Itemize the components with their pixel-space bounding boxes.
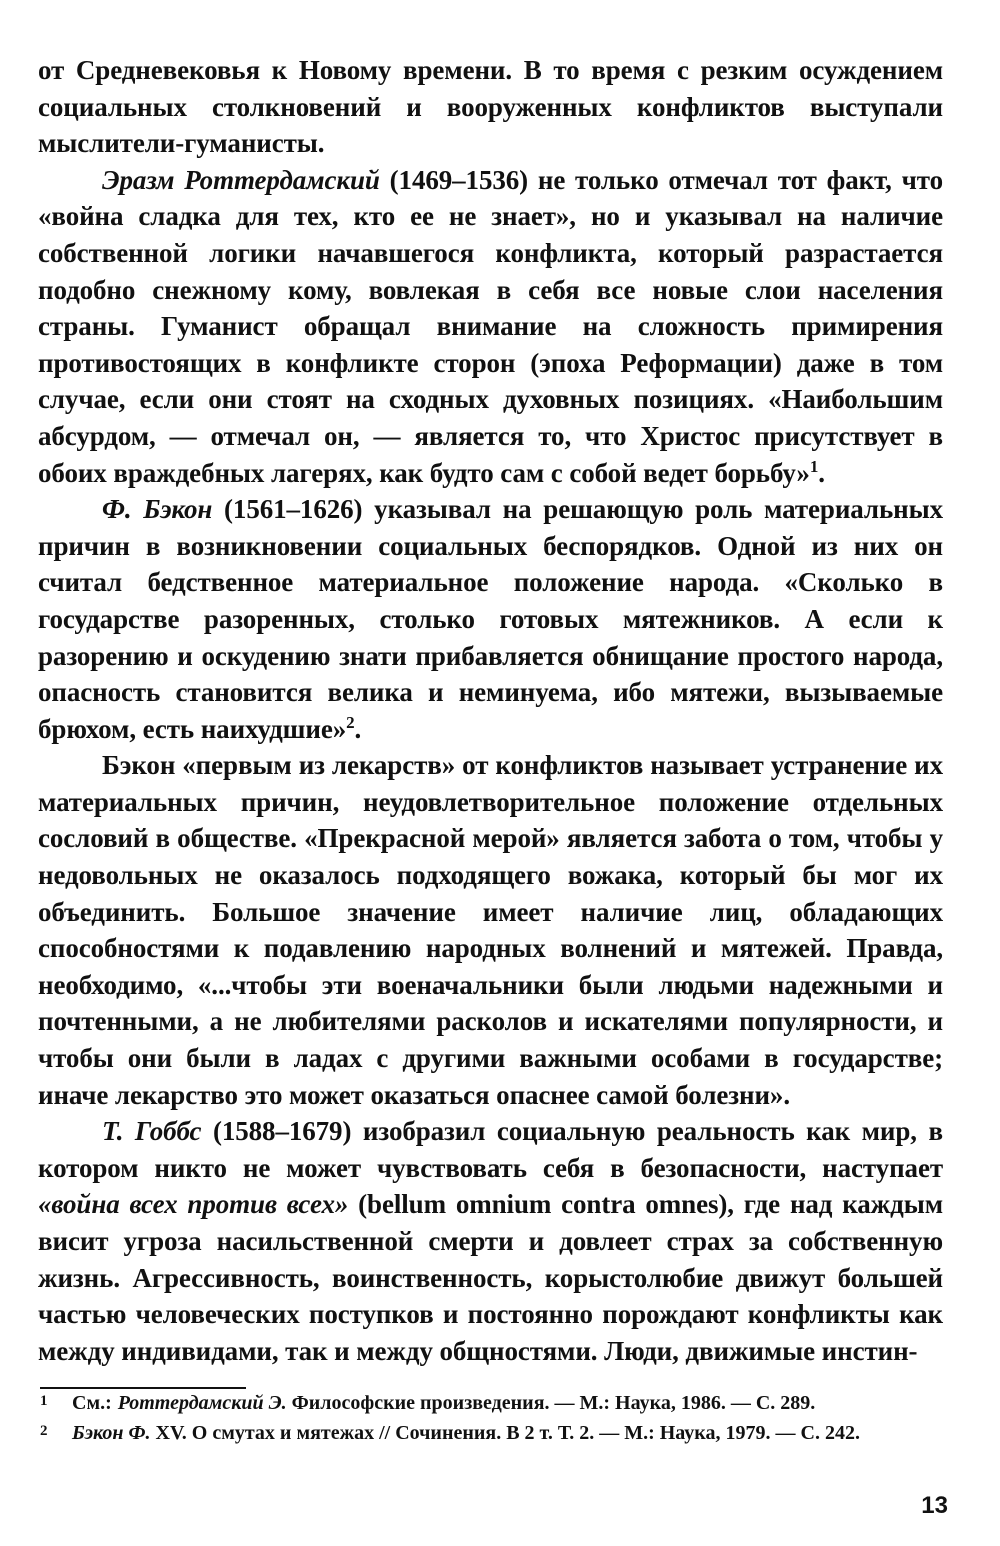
footnote-ref-2: 2 xyxy=(346,712,355,732)
footnote-2-number: 2 xyxy=(40,1423,48,1439)
paragraph-4-text: Бэкон «первым из лекарств» от конфликтов называет устранение их материальных причин, неудовлетворительное положение отдельных сословий в обществе. «Прекрасной мерой» является забота о том, чтобы у недовольных не оказалось подходящего вожака, который бы мог их объединить. Большое значение имеет наличие лиц, обладающих способностями к подавлению народных волнений и мятежей. Правда, необходимо, «...чтобы эти военачальники были людьми надежными и почтенными, а не любителями расколов и искателями популярности, и чтобы они были в ладах с другими важными особами в государстве; иначе лекарство это может оказаться опаснее самой болезни». xyxy=(38,750,943,1110)
paragraph-3-tail: . xyxy=(354,713,362,744)
paragraph-1-text: от Средневековья к Новому времени. В то время с резким осуждением социальных столкновений и вооруженных конфликтов выступали мыслители-гуманисты. xyxy=(38,55,943,159)
footnote-1-number: 1 xyxy=(40,1393,48,1409)
author-name-erasmus: Эразм Роттердамский xyxy=(102,164,380,195)
paragraph-4 xyxy=(38,747,943,1113)
footnote-1 xyxy=(40,1388,943,1418)
footnote-2-text: XV. О смутах и мятежах // Сочинения. В 2 т. Т. 2. — М.: Наука, 1979. — С. 242. xyxy=(150,1422,860,1444)
paragraph-2-text: (1469–1536) не только отмечал тот факт, что «война сладка для тех, кто ее не знает», но и указывал на наличие собственной логики начавшегося конфликта, который разрастается подобно снежному кому, вовлекая в себя все новые слои населения страны. Гуманист обращал внимание на сложность примирения противостоящих в конфликте сторон (эпоха Реформации) даже в том случае, если они стоят на сходных духовных позициях. «Наибольшим абсурдом, — отмечал он, — является то, что Христос присутствует в обоих враждебных лагерях, как будто сам с собой ведет борьбу» xyxy=(38,164,943,488)
war-of-all-phrase: «война всех против всех» xyxy=(38,1189,349,1220)
footnote-1-text: Философские произведения. — М.: Наука, 1986. — С. 289. xyxy=(286,1392,816,1414)
footnote-ref-1: 1 xyxy=(809,456,819,476)
author-name-hobbes: Т. Гоббс xyxy=(102,1116,202,1147)
paragraph-1 xyxy=(38,52,943,162)
paragraph-3 xyxy=(38,491,943,747)
paragraph-3-text: (1561–1626) указывал на решающую роль материальных причин в возникновении социальных беспорядков. Одной из них он считал бедственное материальное положение народа. «Сколько в государстве разоренных, столько готовых мятежников. А если к разорению и оскудению знати прибавляется обнищание простого народа, опасность становится велика и неминуема, ибо мятежи, вызываемые брюхом, есть наихудшие» xyxy=(38,494,943,744)
paragraph-5 xyxy=(38,1113,943,1369)
footnote-1-label: См.: xyxy=(72,1392,112,1414)
footnote-2-author: Бэкон Ф. xyxy=(72,1422,151,1444)
page-number: 13 xyxy=(921,1492,948,1519)
author-name-bacon: Ф. Бэкон xyxy=(102,494,213,525)
footnote-1-author: Роттердамский Э. xyxy=(117,1392,287,1414)
paragraph-2-tail: . xyxy=(818,457,825,488)
footnote-2 xyxy=(40,1418,943,1448)
paragraph-2 xyxy=(38,162,943,491)
paragraph-5-text-a: (1588–1679) изобразил социальную реальность как мир, в котором никто не может чувствовать себя в безопасности, наступает xyxy=(38,1116,943,1183)
footnotes xyxy=(40,1388,943,1448)
page-body xyxy=(38,52,943,1369)
paragraph-5-text-b: (bellum omnium contra omnes), где над каждым висит угроза насильственной смерти и довлеет страх за собственную жизнь. Агрессивность, воинственность, корыстолюбие движут большей частью человеческих поступков и постоянно порождают конфликты как между индивидами, так и между общностями. Люди, движимые инстин- xyxy=(38,1189,943,1366)
